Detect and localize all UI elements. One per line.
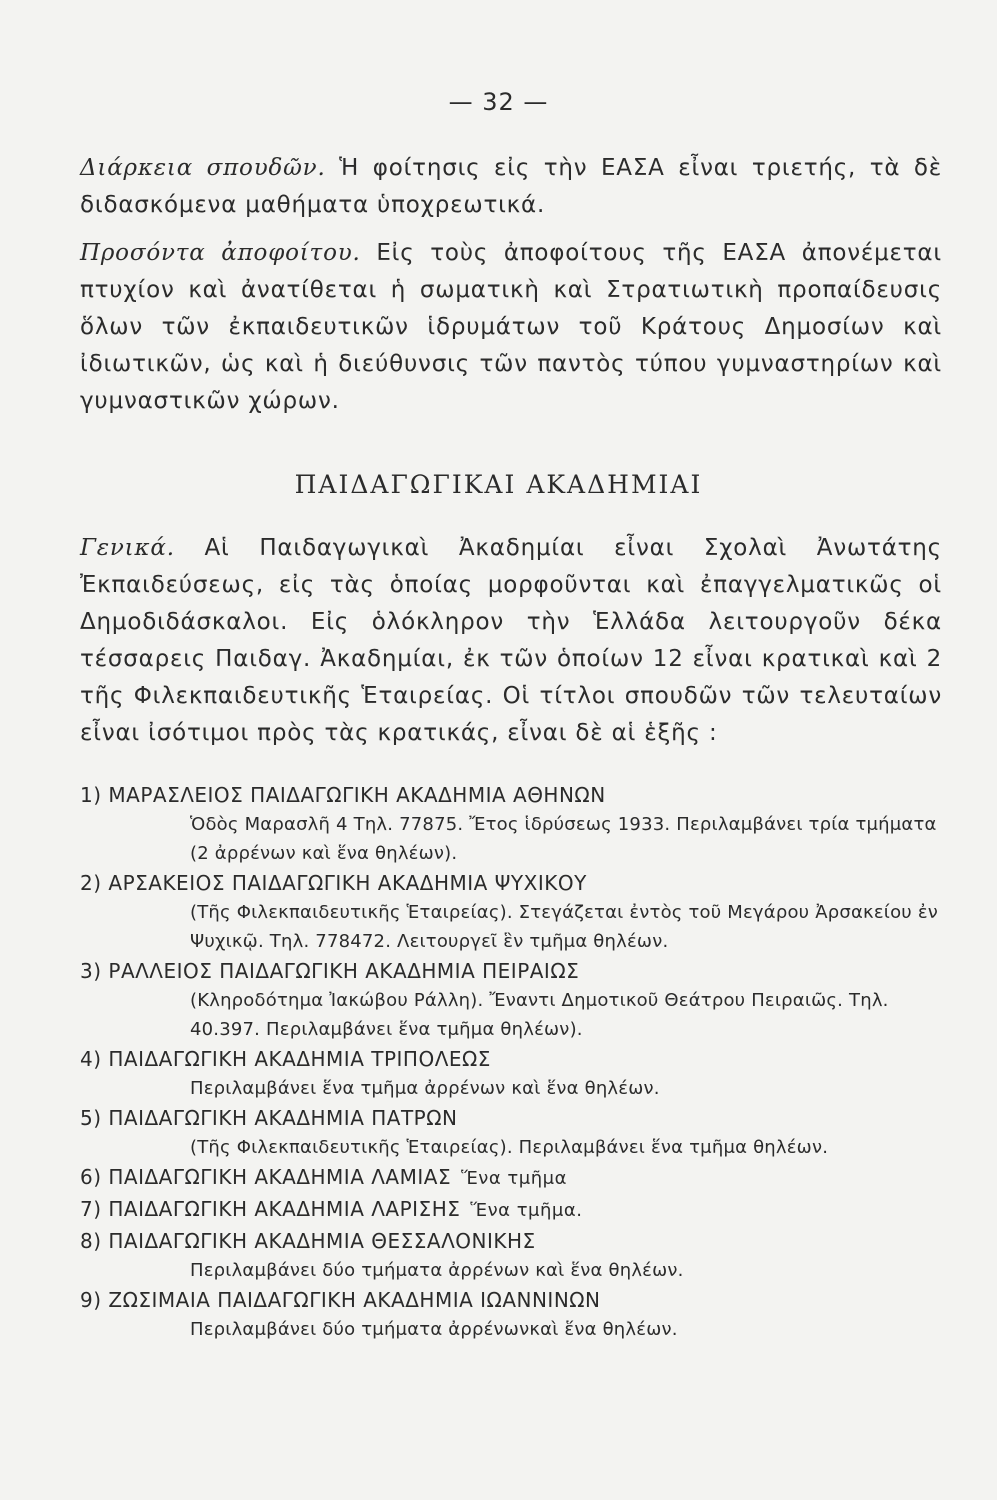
academy-desc: (Τῆς Φιλεκπαιδευτικῆς Ἑταιρείας). Περιλαμβάνει ἕνα τμῆμα θηλέων.	[190, 1137, 829, 1158]
academy-desc: Περιλαμβάνει δύο τμήματα ἀρρένων καὶ ἕνα θηλέων.	[190, 1260, 684, 1281]
academy-desc: (Τῆς Φιλεκπαιδευτικῆς Ἑταιρείας). Στεγάζεται ἐντὸς τοῦ Μεγάρου Ἀρσακείου ἐν Ψυχικῷ. Τηλ. 778472. Λειτουργεῖ ἓν τμῆμα θηλέων.	[190, 902, 938, 952]
academy-title: 8) ΠΑΙΔΑΓΩΓΙΚΗ ΑΚΑΔΗΜΙΑ ΘΕΣΣΑΛΟΝΙΚΗΣ	[80, 1229, 536, 1253]
academy-title: 2) ΑΡΣΑΚΕΙΟΣ ΠΑΙΔΑΓΩΓΙΚΗ ΑΚΑΔΗΜΙΑ ΨΥΧΙΚΟΥ	[80, 871, 587, 895]
academy-desc: Περιλαμβάνει δύο τμήματα ἀρρένωνκαὶ ἕνα θηλέων.	[190, 1319, 678, 1340]
duration-text: Ἡ φοίτησις εἰς τὴν ΕΑΣΑ εἶναι τριετής, τὰ δὲ διδασκόμενα μαθήματα ὑποχρεωτικά.	[80, 155, 942, 218]
academy-entry-5	[80, 1103, 942, 1162]
academy-inline-desc: Ἕνα τμῆμα.	[470, 1200, 583, 1221]
academies-list	[80, 780, 942, 1344]
academy-title: 4) ΠΑΙΔΑΓΩΓΙΚΗ ΑΚΑΔΗΜΙΑ ΤΡΙΠΟΛΕΩΣ	[80, 1047, 491, 1071]
academy-entry-2	[80, 868, 942, 956]
academy-entry-1	[80, 780, 942, 868]
general-lead: Γενικά.	[80, 535, 175, 561]
graduates-paragraph	[80, 235, 942, 420]
academy-title-text: 6) ΠΑΙΔΑΓΩΓΙΚΗ ΑΚΑΔΗΜΙΑ ΛΑΜΙΑΣ	[80, 1165, 452, 1189]
general-text: Αἱ Παιδαγωγικαὶ Ἀκαδημίαι εἶναι Σχολαὶ Ἀνωτάτης Ἐκπαιδεύσεως, εἰς τὰς ὁποίας μορφοῦνται καὶ ἐπαγγελματικῶς οἱ Δημοδιδάσκαλοι. Εἰς ὁλόκληρον τὴν Ἑλλάδα λειτουργοῦν δέκα τέσσαρεις Παιδαγ. Ἀκαδημίαι, ἐκ τῶν ὁποίων 12 εἶναι κρατικαὶ καὶ 2 τῆς Φιλεκπαιδευτικῆς Ἑταιρείας. Οἱ τίτλοι σπουδῶν τῶν τελευταίων εἶναι ἰσότιμοι πρὸς τὰς κρατικάς, εἶναι δὲ αἱ ἑξῆς :	[80, 535, 942, 746]
academy-entry-8	[80, 1226, 942, 1285]
academy-entry-3	[80, 956, 942, 1044]
academy-title: 1) ΜΑΡΑΣΛΕΙΟΣ ΠΑΙΔΑΓΩΓΙΚΗ ΑΚΑΔΗΜΙΑ ΑΘΗΝΩΝ	[80, 783, 606, 807]
academy-title: 5) ΠΑΙΔΑΓΩΓΙΚΗ ΑΚΑΔΗΜΙΑ ΠΑΤΡΩΝ	[80, 1106, 458, 1130]
academy-desc: Περιλαμβάνει ἕνα τμῆμα ἀρρένων καὶ ἕνα θηλέων.	[190, 1078, 660, 1099]
graduates-lead: Προσόντα ἀποφοίτου.	[80, 240, 361, 266]
graduates-text: Εἰς τοὺς ἀποφοίτους τῆς ΕΑΣΑ ἀπονέμεται πτυχίον καὶ ἀνατίθεται ἡ σωματικὴ καὶ Στρατιωτικὴ προπαίδευσις ὅλων τῶν ἐκπαιδευτικῶν ἱδρυμάτων τοῦ Κράτους Δημοσίων καὶ ἰδιωτικῶν, ὡς καὶ ἡ διεύθυνσις τῶν παντὸς τύπου γυμναστηρίων καὶ γυμναστικῶν χώρων.	[80, 240, 942, 414]
duration-lead: Διάρκεια σπουδῶν.	[80, 155, 326, 181]
academy-title: 3) ΡΑΛΛΕΙΟΣ ΠΑΙΔΑΓΩΓΙΚΗ ΑΚΑΔΗΜΙΑ ΠΕΙΡΑΙΩΣ	[80, 959, 580, 983]
section-heading: ΠΑΙΔΑΓΩΓΙΚΑΙ ΑΚΑΔΗΜΙΑΙ	[294, 470, 703, 499]
academy-entry-4	[80, 1044, 942, 1103]
academy-entry-6	[80, 1162, 942, 1194]
duration-paragraph	[80, 150, 942, 224]
academy-title	[80, 1162, 942, 1194]
academy-title-text: 7) ΠΑΙΔΑΓΩΓΙΚΗ ΑΚΑΔΗΜΙΑ ΛΑΡΙΣΗΣ	[80, 1197, 461, 1221]
academy-inline-desc: Ἕνα τμῆμα	[461, 1168, 567, 1189]
academy-title	[80, 1194, 942, 1226]
page-number: — 32 —	[448, 88, 549, 116]
academy-desc: (Κληροδότημα Ἰακώβου Ράλλη). Ἔναντι Δημοτικοῦ Θεάτρου Πειραιῶς. Τηλ. 40.397. Περιλαμβάνει ἕνα τμῆμα θηλέων).	[190, 990, 889, 1040]
academy-title: 9) ΖΩΣΙΜΑΙΑ ΠΑΙΔΑΓΩΓΙΚΗ ΑΚΑΔΗΜΙΑ ΙΩΑΝΝΙΝΩΝ	[80, 1288, 601, 1312]
academy-entry-9	[80, 1285, 942, 1344]
academy-entry-7	[80, 1194, 942, 1226]
general-paragraph	[80, 530, 942, 752]
academy-desc: Ὁδὸς Μαρασλῆ 4 Τηλ. 77875. Ἔτος ἱδρύσεως 1933. Περιλαμβάνει τρία τμήματα (2 ἀρρένων καὶ ἕνα θηλέων).	[190, 814, 937, 864]
